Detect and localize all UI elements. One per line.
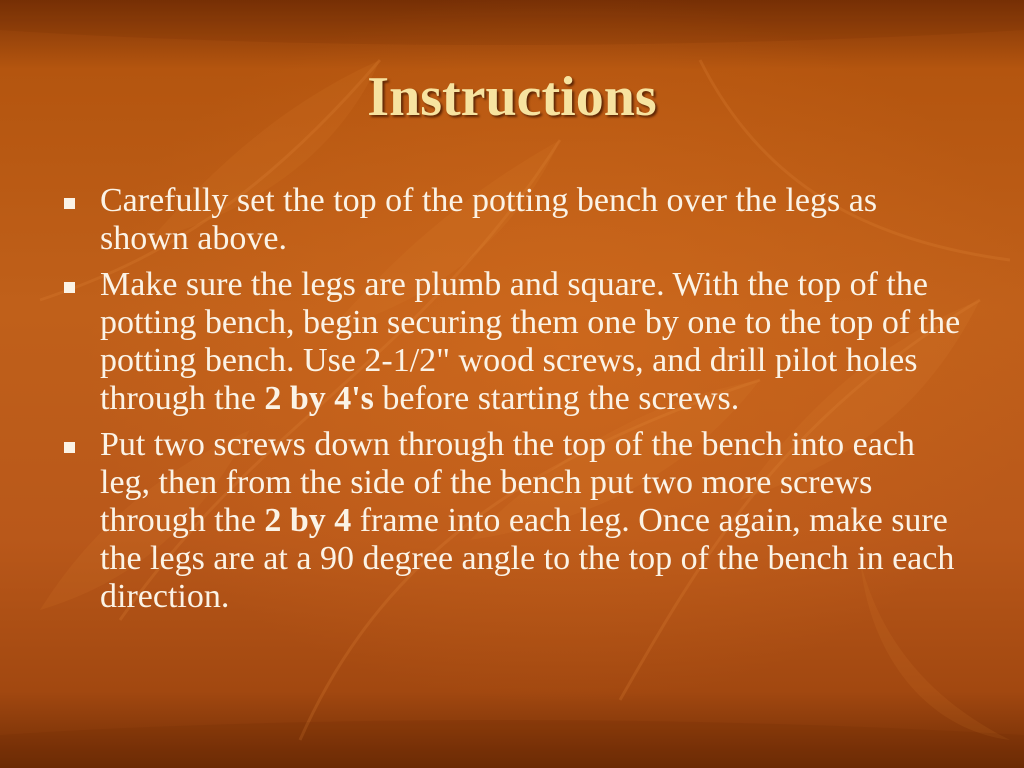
bullet-text-part: Put two screws down through the top of the bench into each leg, then from the side of the bench put two more screws through the <box>100 426 915 539</box>
bullet-item <box>62 182 962 258</box>
square-bullet-icon <box>64 442 75 453</box>
bullet-text-bold-part: 2 by 4's <box>264 380 374 417</box>
bullet-text-part: Make sure the legs are plumb and square. With the top of the potting bench, begin securing them one by one to the top of the potting bench. Use 2-1/2" wood screws, and drill pilot holes through the <box>100 266 961 417</box>
bullet-text-part: frame into each leg. Once again, make sure the legs are at a 90 degree angle to the top of the bench in each direction. <box>100 502 955 615</box>
slide-title: Instructions <box>367 66 657 128</box>
bullet-item <box>62 426 962 616</box>
bullet-text-part: before starting the screws. <box>373 380 740 417</box>
bullet-text <box>100 266 960 417</box>
bullet-list <box>62 182 962 624</box>
bullet-text <box>100 182 877 257</box>
bullet-item <box>62 266 962 418</box>
square-bullet-icon <box>64 198 75 209</box>
square-bullet-icon <box>64 282 75 293</box>
bullet-text-bold-part: 2 by 4 <box>264 502 352 539</box>
bullet-text-part: Carefully set the top of the potting bench over the legs as shown above. <box>100 182 878 257</box>
bullet-text <box>100 426 954 615</box>
